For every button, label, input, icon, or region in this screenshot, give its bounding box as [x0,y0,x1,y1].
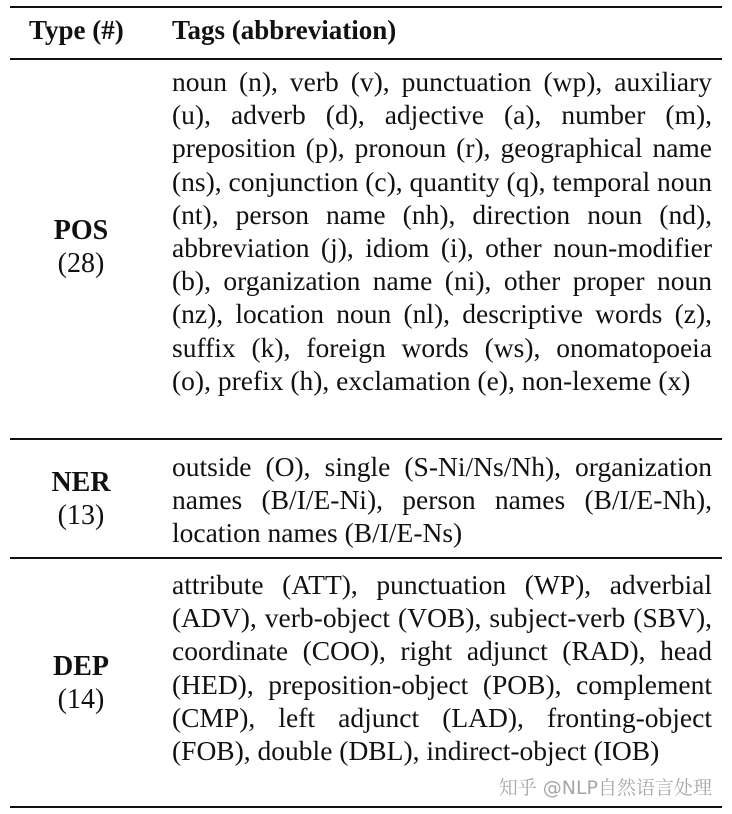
row-divider [10,438,722,440]
row-type-label: NER [51,467,111,498]
header-rule [10,58,722,60]
row-type-count: (13) [57,500,105,531]
watermark: 知乎 @NLP自然语言处理 [498,777,712,799]
row-type-ner [10,466,152,532]
row-type-count: (14) [57,684,105,715]
top-rule [10,6,722,8]
row-tags-dep: attribute (ATT), punctuation (WP), adverbial (ADV), verb-object (VOB), subject-verb (SBV), coordinate (COO), right adjunct (RAD), head (HED), preposition-object (POB), complement (CMP), left adjunct (LAD), fronting-object (FOB), double (DBL), indirect-object (IOB) [172,569,712,767]
row-tags-ner: outside (O), single (S-Ni/Ns/Nh), organization names (B/I/E-Ni), person names (B/I/E-Nh), location names (B/I/E-Ns) [172,451,712,549]
row-tags-pos: noun (n), verb (v), punctuation (wp), auxiliary (u), adverb (d), adjective (a), number (m), preposition (p), pronoun (r), geographical name (ns), conjunction (c), quantity (q), temporal noun (nt), person name (nh), direction noun (nd), abbreviation (j), idiom (i), other noun-modifier (b), organization name (ni), other proper noun (nz), location noun (nl), descriptive words (z), suffix (k), foreign words (ws), onomatopoeia (o), prefix (h), exclamation (e), non-lexeme (x) [172,66,712,396]
row-type-count: (28) [57,248,105,279]
row-type-label: DEP [53,651,109,682]
row-type-pos [10,214,152,280]
row-type-label: POS [53,215,109,246]
row-type-dep [10,650,152,716]
bottom-rule [10,806,722,808]
row-divider [10,557,722,559]
header-type: Type (#) [29,15,124,45]
header-tags: Tags (abbreviation) [172,15,397,45]
